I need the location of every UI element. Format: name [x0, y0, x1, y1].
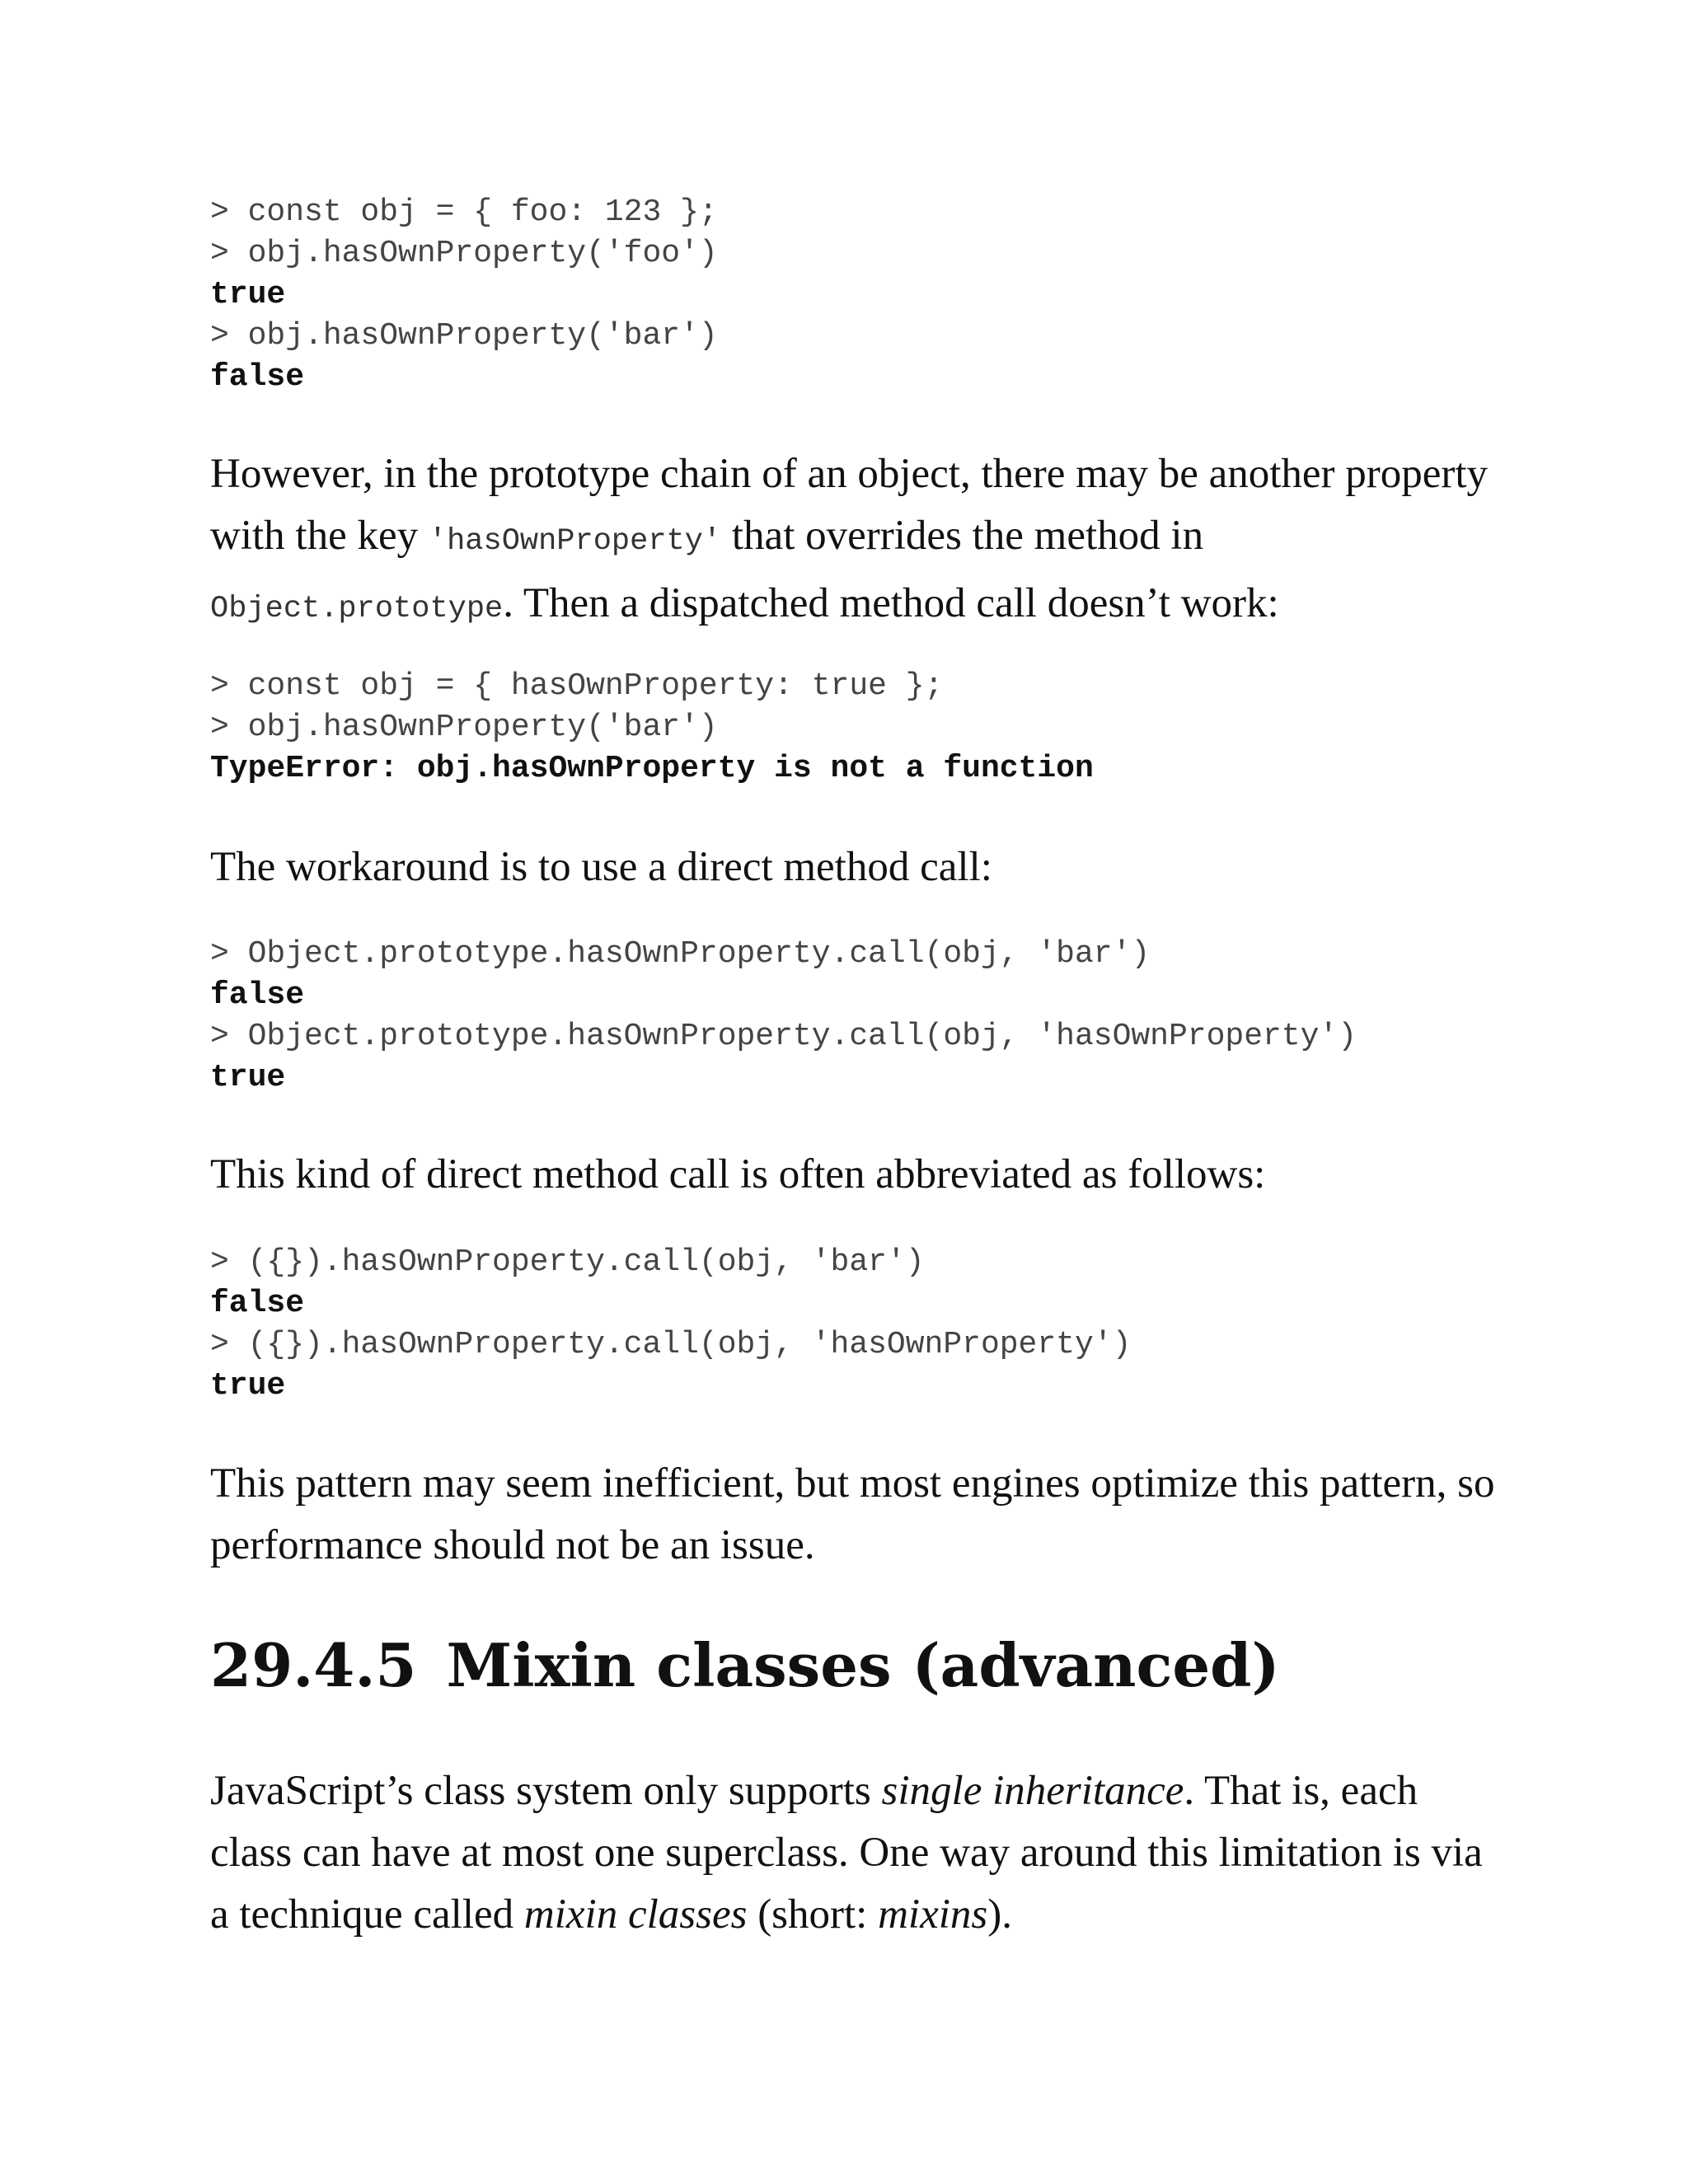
section-title: Mixin classes (advanced) — [446, 1630, 1280, 1700]
code-block-abbreviated-call — [210, 1242, 1131, 1407]
code-output: true — [210, 1060, 286, 1095]
code-line: > obj.hasOwnProperty('foo') — [210, 236, 718, 271]
code-line: > const obj = { hasOwnProperty: true }; — [210, 668, 944, 704]
paragraph-abbreviation: This kind of direct method call is often abbreviated as follows: — [210, 1151, 1266, 1197]
paragraph-performance: This pattern may seem inefficient, but most engines optimize this pattern, so performance should not be an issue. — [210, 1460, 1495, 1568]
code-line: > Object.prototype.hasOwnProperty.call(obj, 'hasOwnProperty') — [210, 1019, 1357, 1054]
code-block-typeerror — [210, 666, 1094, 790]
code-line: > ({}).hasOwnProperty.call(obj, 'bar') — [210, 1244, 925, 1280]
text-run: JavaScript’s class system only supports — [210, 1768, 882, 1814]
section-number: 29.4.5 — [210, 1630, 417, 1700]
emphasis-text: single inheritance — [881, 1768, 1184, 1814]
code-output: false — [210, 359, 305, 395]
code-block-hasownproperty — [210, 192, 718, 398]
text-run: ). — [987, 1891, 1012, 1938]
paragraph-workaround: The workaround is to use a direct method call: — [210, 844, 992, 890]
code-output: true — [210, 277, 286, 312]
text-run: that overrides the method in — [721, 513, 1204, 559]
code-line: > obj.hasOwnProperty('bar') — [210, 710, 718, 745]
text-run: (short: — [747, 1891, 879, 1938]
paragraph-prototype-override — [210, 443, 1496, 640]
inline-code: 'hasOwnProperty' — [428, 524, 722, 559]
code-output: false — [210, 977, 305, 1013]
code-line: > Object.prototype.hasOwnProperty.call(obj, 'bar') — [210, 936, 1151, 972]
paragraph-mixins-intro — [210, 1760, 1496, 1946]
text-run: . That is, each class can have at most one superclass. One way around this limitation is via a technique called — [210, 1768, 1483, 1938]
code-line: > const obj = { foo: 123 }; — [210, 194, 718, 230]
code-block-direct-call — [210, 934, 1357, 1099]
emphasis-text: mixins — [878, 1891, 988, 1938]
inline-code: Object.prototype — [210, 592, 504, 626]
code-line: > obj.hasOwnProperty('bar') — [210, 318, 718, 354]
code-line: > ({}).hasOwnProperty.call(obj, 'hasOwnProperty') — [210, 1327, 1132, 1362]
emphasis-text: mixin classes — [523, 1891, 748, 1938]
text-run: However, in the prototype chain of an object, there may be another property with the key — [210, 451, 1489, 559]
section-heading — [210, 1629, 1280, 1703]
code-output: false — [210, 1286, 305, 1321]
code-output: true — [210, 1368, 286, 1404]
code-output: TypeError: obj.hasOwnProperty is not a function — [210, 751, 1094, 786]
text-run: . Then a dispatched method call doesn’t work: — [503, 580, 1279, 626]
